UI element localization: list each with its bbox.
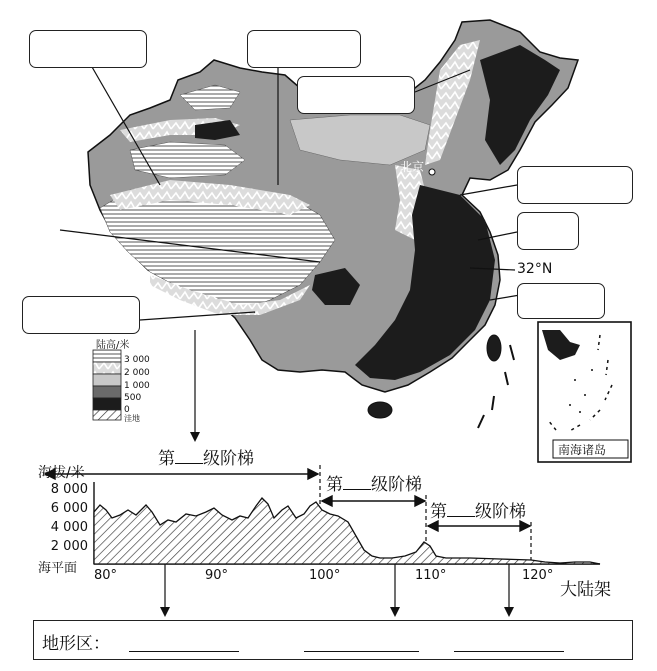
legend-swatch-basin (93, 410, 121, 420)
legend-level-1000: 1 000 (124, 381, 150, 391)
step2-label: 第 级阶梯 (326, 475, 422, 495)
step1-label: 第 级阶梯 (158, 449, 254, 469)
label-box-6[interactable] (517, 283, 605, 319)
x-tick-100: 100° (309, 568, 341, 583)
step2-blank[interactable] (343, 489, 371, 490)
terrain-row (33, 620, 633, 660)
label-box-3[interactable] (297, 76, 415, 114)
y-tick-2000: 2 000 (50, 539, 88, 554)
legend-title: 陆高/米 (96, 340, 130, 351)
y-tick-4000: 4 000 (50, 520, 88, 535)
terrain-blank-3[interactable] (454, 651, 564, 652)
step2-arrow (322, 496, 425, 506)
tarim-basin (130, 142, 245, 178)
y-axis-label: 海拔/米 (38, 465, 85, 481)
legend-swatch-2000 (93, 362, 121, 374)
continental-shelf-label: 大陆架 (560, 580, 611, 600)
x-tick-120: 120° (522, 568, 554, 583)
label-box-7[interactable] (22, 296, 140, 334)
legend-swatch-500 (93, 386, 121, 398)
latitude-32n-label: 32°N (517, 261, 553, 277)
x-tick-80: 80° (94, 568, 118, 583)
legend-level-2000: 2 000 (124, 368, 150, 378)
legend-basin-label: 洼地 (124, 414, 140, 423)
terrain-blank-1[interactable] (129, 651, 239, 652)
pointer-line-4 (460, 185, 517, 195)
x-tick-110: 110° (415, 568, 447, 583)
label-box-2[interactable] (247, 30, 361, 68)
step3-label: 第 级阶梯 (430, 502, 526, 522)
sea-level-label: 海平面 (38, 561, 78, 576)
legend-swatch-0 (93, 398, 121, 410)
label-box-1[interactable] (29, 30, 147, 68)
hainan-island (368, 402, 392, 418)
step1-blank[interactable] (175, 463, 203, 464)
beijing-marker (429, 169, 435, 175)
label-box-5[interactable] (517, 212, 579, 250)
south-sea-islands-label: 南海诸岛 (558, 443, 607, 457)
legend-level-0: 0 (124, 405, 130, 415)
step3-blank[interactable] (447, 516, 475, 517)
y-tick-8000: 8 000 (50, 482, 88, 497)
legend-level-500: 500 (124, 393, 142, 403)
terrain-blank-2[interactable] (304, 651, 419, 652)
label-box-4[interactable] (517, 166, 633, 204)
step1-arrow (45, 469, 318, 479)
step3-arrow (428, 521, 530, 531)
beijing-label: 北京 (400, 160, 425, 174)
x-tick-90: 90° (205, 568, 229, 583)
legend-swatch-1000 (93, 374, 121, 386)
legend-level-3000: 3 000 (124, 355, 150, 365)
taiwan-island (487, 335, 501, 361)
y-tick-6000: 6 000 (50, 501, 88, 516)
legend-swatch-3000 (93, 350, 121, 362)
terrain-row-label: 地形区： (42, 634, 110, 654)
